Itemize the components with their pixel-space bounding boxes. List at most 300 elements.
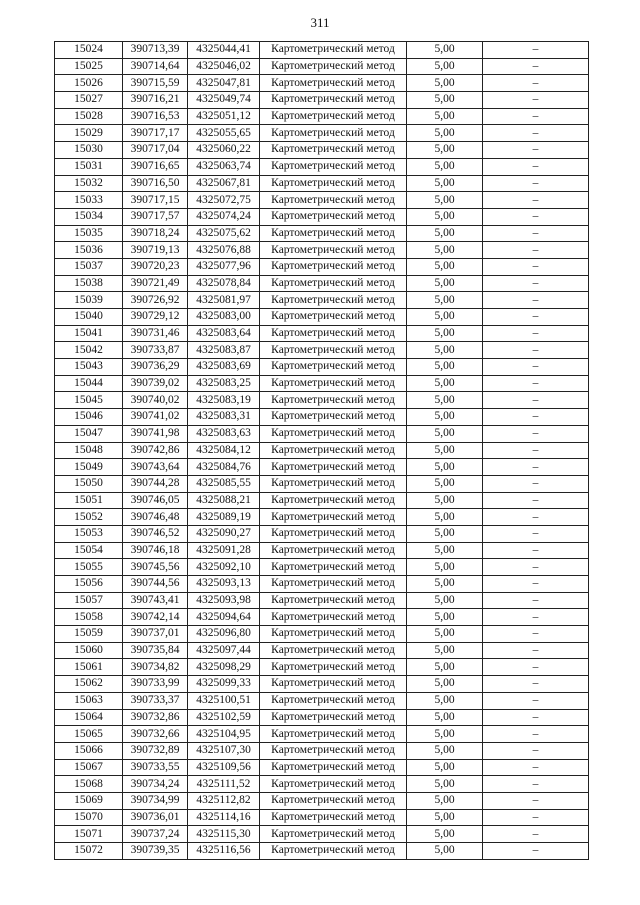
method-cell: Картометрический метод bbox=[260, 275, 407, 292]
x-coordinate-cell: 390714,64 bbox=[123, 58, 188, 75]
x-coordinate-cell: 390717,15 bbox=[123, 192, 188, 209]
table-row bbox=[55, 509, 589, 526]
error-cell: 5,00 bbox=[407, 525, 483, 542]
note-cell: – bbox=[483, 642, 589, 659]
table-row bbox=[55, 75, 589, 92]
table-row bbox=[55, 759, 589, 776]
note-cell: – bbox=[483, 108, 589, 125]
y-coordinate-cell: 4325104,95 bbox=[188, 726, 260, 743]
x-coordinate-cell: 390720,23 bbox=[123, 258, 188, 275]
method-cell: Картометрический метод bbox=[260, 843, 407, 860]
error-cell: 5,00 bbox=[407, 175, 483, 192]
table-row bbox=[55, 809, 589, 826]
table-row bbox=[55, 542, 589, 559]
method-cell: Картометрический метод bbox=[260, 258, 407, 275]
error-cell: 5,00 bbox=[407, 492, 483, 509]
y-coordinate-cell: 4325083,19 bbox=[188, 392, 260, 409]
x-coordinate-cell: 390713,39 bbox=[123, 42, 188, 59]
method-cell: Картометрический метод bbox=[260, 208, 407, 225]
table-row bbox=[55, 776, 589, 793]
point-number-cell: 15059 bbox=[55, 626, 123, 643]
table-row bbox=[55, 192, 589, 209]
x-coordinate-cell: 390716,53 bbox=[123, 108, 188, 125]
x-coordinate-cell: 390732,66 bbox=[123, 726, 188, 743]
x-coordinate-cell: 390736,29 bbox=[123, 359, 188, 376]
error-cell: 5,00 bbox=[407, 325, 483, 342]
method-cell: Картометрический метод bbox=[260, 392, 407, 409]
note-cell: – bbox=[483, 542, 589, 559]
table-row bbox=[55, 692, 589, 709]
error-cell: 5,00 bbox=[407, 142, 483, 159]
method-cell: Картометрический метод bbox=[260, 559, 407, 576]
table-row bbox=[55, 709, 589, 726]
error-cell: 5,00 bbox=[407, 309, 483, 326]
table-row bbox=[55, 142, 589, 159]
point-number-cell: 15044 bbox=[55, 375, 123, 392]
method-cell: Картометрический метод bbox=[260, 659, 407, 676]
table-row bbox=[55, 425, 589, 442]
table-row bbox=[55, 275, 589, 292]
x-coordinate-cell: 390717,57 bbox=[123, 208, 188, 225]
x-coordinate-cell: 390742,14 bbox=[123, 609, 188, 626]
y-coordinate-cell: 4325072,75 bbox=[188, 192, 260, 209]
x-coordinate-cell: 390743,41 bbox=[123, 592, 188, 609]
point-number-cell: 15039 bbox=[55, 292, 123, 309]
point-number-cell: 15033 bbox=[55, 192, 123, 209]
y-coordinate-cell: 4325083,31 bbox=[188, 409, 260, 426]
page-number: 311 bbox=[310, 15, 330, 30]
y-coordinate-cell: 4325077,96 bbox=[188, 258, 260, 275]
point-number-cell: 15064 bbox=[55, 709, 123, 726]
point-number-cell: 15050 bbox=[55, 475, 123, 492]
y-coordinate-cell: 4325060,22 bbox=[188, 142, 260, 159]
error-cell: 5,00 bbox=[407, 709, 483, 726]
point-number-cell: 15025 bbox=[55, 58, 123, 75]
x-coordinate-cell: 390716,65 bbox=[123, 158, 188, 175]
error-cell: 5,00 bbox=[407, 409, 483, 426]
table-row bbox=[55, 792, 589, 809]
note-cell: – bbox=[483, 309, 589, 326]
method-cell: Картометрический метод bbox=[260, 609, 407, 626]
note-cell: – bbox=[483, 292, 589, 309]
y-coordinate-cell: 4325107,30 bbox=[188, 742, 260, 759]
point-number-cell: 15038 bbox=[55, 275, 123, 292]
error-cell: 5,00 bbox=[407, 475, 483, 492]
note-cell: – bbox=[483, 175, 589, 192]
x-coordinate-cell: 390746,05 bbox=[123, 492, 188, 509]
y-coordinate-cell: 4325083,25 bbox=[188, 375, 260, 392]
error-cell: 5,00 bbox=[407, 342, 483, 359]
table-row bbox=[55, 309, 589, 326]
method-cell: Картометрический метод bbox=[260, 759, 407, 776]
point-number-cell: 15056 bbox=[55, 576, 123, 593]
method-cell: Картометрический метод bbox=[260, 776, 407, 793]
method-cell: Картометрический метод bbox=[260, 92, 407, 109]
method-cell: Картометрический метод bbox=[260, 75, 407, 92]
point-number-cell: 15069 bbox=[55, 792, 123, 809]
method-cell: Картометрический метод bbox=[260, 325, 407, 342]
table-row bbox=[55, 158, 589, 175]
point-number-cell: 15063 bbox=[55, 692, 123, 709]
point-number-cell: 15048 bbox=[55, 442, 123, 459]
point-number-cell: 15029 bbox=[55, 125, 123, 142]
y-coordinate-cell: 4325085,55 bbox=[188, 475, 260, 492]
y-coordinate-cell: 4325084,12 bbox=[188, 442, 260, 459]
y-coordinate-cell: 4325112,82 bbox=[188, 792, 260, 809]
error-cell: 5,00 bbox=[407, 559, 483, 576]
method-cell: Картометрический метод bbox=[260, 542, 407, 559]
error-cell: 5,00 bbox=[407, 809, 483, 826]
error-cell: 5,00 bbox=[407, 275, 483, 292]
note-cell: – bbox=[483, 726, 589, 743]
error-cell: 5,00 bbox=[407, 792, 483, 809]
y-coordinate-cell: 4325083,64 bbox=[188, 325, 260, 342]
error-cell: 5,00 bbox=[407, 258, 483, 275]
table-row bbox=[55, 843, 589, 860]
note-cell: – bbox=[483, 342, 589, 359]
method-cell: Картометрический метод bbox=[260, 642, 407, 659]
point-number-cell: 15052 bbox=[55, 509, 123, 526]
method-cell: Картометрический метод bbox=[260, 742, 407, 759]
x-coordinate-cell: 390741,98 bbox=[123, 425, 188, 442]
note-cell: – bbox=[483, 225, 589, 242]
table-row bbox=[55, 442, 589, 459]
x-coordinate-cell: 390733,87 bbox=[123, 342, 188, 359]
error-cell: 5,00 bbox=[407, 125, 483, 142]
x-coordinate-cell: 390716,21 bbox=[123, 92, 188, 109]
note-cell: – bbox=[483, 459, 589, 476]
y-coordinate-cell: 4325074,24 bbox=[188, 208, 260, 225]
method-cell: Картометрический метод bbox=[260, 626, 407, 643]
y-coordinate-cell: 4325098,29 bbox=[188, 659, 260, 676]
point-number-cell: 15054 bbox=[55, 542, 123, 559]
y-coordinate-cell: 4325091,28 bbox=[188, 542, 260, 559]
x-coordinate-cell: 390721,49 bbox=[123, 275, 188, 292]
note-cell: – bbox=[483, 626, 589, 643]
note-cell: – bbox=[483, 392, 589, 409]
point-number-cell: 15030 bbox=[55, 142, 123, 159]
note-cell: – bbox=[483, 759, 589, 776]
y-coordinate-cell: 4325088,21 bbox=[188, 492, 260, 509]
error-cell: 5,00 bbox=[407, 592, 483, 609]
note-cell: – bbox=[483, 809, 589, 826]
point-number-cell: 15067 bbox=[55, 759, 123, 776]
point-number-cell: 15071 bbox=[55, 826, 123, 843]
table-row bbox=[55, 659, 589, 676]
y-coordinate-cell: 4325115,30 bbox=[188, 826, 260, 843]
point-number-cell: 15047 bbox=[55, 425, 123, 442]
note-cell: – bbox=[483, 242, 589, 259]
method-cell: Картометрический метод bbox=[260, 692, 407, 709]
point-number-cell: 15042 bbox=[55, 342, 123, 359]
point-number-cell: 15026 bbox=[55, 75, 123, 92]
y-coordinate-cell: 4325084,76 bbox=[188, 459, 260, 476]
method-cell: Картометрический метод bbox=[260, 492, 407, 509]
note-cell: – bbox=[483, 592, 589, 609]
x-coordinate-cell: 390737,24 bbox=[123, 826, 188, 843]
y-coordinate-cell: 4325083,87 bbox=[188, 342, 260, 359]
y-coordinate-cell: 4325049,74 bbox=[188, 92, 260, 109]
error-cell: 5,00 bbox=[407, 42, 483, 59]
y-coordinate-cell: 4325067,81 bbox=[188, 175, 260, 192]
x-coordinate-cell: 390741,02 bbox=[123, 409, 188, 426]
point-number-cell: 15031 bbox=[55, 158, 123, 175]
note-cell: – bbox=[483, 492, 589, 509]
x-coordinate-cell: 390717,04 bbox=[123, 142, 188, 159]
method-cell: Картометрический метод bbox=[260, 509, 407, 526]
table-row bbox=[55, 742, 589, 759]
point-number-cell: 15072 bbox=[55, 843, 123, 860]
x-coordinate-cell: 390735,84 bbox=[123, 642, 188, 659]
error-cell: 5,00 bbox=[407, 609, 483, 626]
table-row bbox=[55, 409, 589, 426]
point-number-cell: 15051 bbox=[55, 492, 123, 509]
x-coordinate-cell: 390733,37 bbox=[123, 692, 188, 709]
note-cell: – bbox=[483, 142, 589, 159]
note-cell: – bbox=[483, 258, 589, 275]
point-number-cell: 15046 bbox=[55, 409, 123, 426]
method-cell: Картометрический метод bbox=[260, 359, 407, 376]
error-cell: 5,00 bbox=[407, 509, 483, 526]
error-cell: 5,00 bbox=[407, 642, 483, 659]
x-coordinate-cell: 390717,17 bbox=[123, 125, 188, 142]
note-cell: – bbox=[483, 442, 589, 459]
x-coordinate-cell: 390729,12 bbox=[123, 309, 188, 326]
point-number-cell: 15057 bbox=[55, 592, 123, 609]
x-coordinate-cell: 390719,13 bbox=[123, 242, 188, 259]
table-row bbox=[55, 258, 589, 275]
error-cell: 5,00 bbox=[407, 626, 483, 643]
error-cell: 5,00 bbox=[407, 692, 483, 709]
y-coordinate-cell: 4325096,80 bbox=[188, 626, 260, 643]
table-row bbox=[55, 58, 589, 75]
note-cell: – bbox=[483, 576, 589, 593]
method-cell: Картометрический метод bbox=[260, 175, 407, 192]
method-cell: Картометрический метод bbox=[260, 525, 407, 542]
y-coordinate-cell: 4325109,56 bbox=[188, 759, 260, 776]
error-cell: 5,00 bbox=[407, 425, 483, 442]
error-cell: 5,00 bbox=[407, 392, 483, 409]
note-cell: – bbox=[483, 776, 589, 793]
y-coordinate-cell: 4325111,52 bbox=[188, 776, 260, 793]
error-cell: 5,00 bbox=[407, 359, 483, 376]
x-coordinate-cell: 390716,50 bbox=[123, 175, 188, 192]
table-row bbox=[55, 108, 589, 125]
coordinates-table bbox=[54, 41, 589, 860]
table-row bbox=[55, 626, 589, 643]
note-cell: – bbox=[483, 742, 589, 759]
point-number-cell: 15035 bbox=[55, 225, 123, 242]
error-cell: 5,00 bbox=[407, 459, 483, 476]
x-coordinate-cell: 390742,86 bbox=[123, 442, 188, 459]
error-cell: 5,00 bbox=[407, 158, 483, 175]
error-cell: 5,00 bbox=[407, 576, 483, 593]
note-cell: – bbox=[483, 275, 589, 292]
x-coordinate-cell: 390732,89 bbox=[123, 742, 188, 759]
table-row bbox=[55, 392, 589, 409]
x-coordinate-cell: 390715,59 bbox=[123, 75, 188, 92]
point-number-cell: 15055 bbox=[55, 559, 123, 576]
method-cell: Картометрический метод bbox=[260, 809, 407, 826]
error-cell: 5,00 bbox=[407, 375, 483, 392]
x-coordinate-cell: 390739,02 bbox=[123, 375, 188, 392]
table-row bbox=[55, 242, 589, 259]
table-row bbox=[55, 359, 589, 376]
point-number-cell: 15060 bbox=[55, 642, 123, 659]
y-coordinate-cell: 4325044,41 bbox=[188, 42, 260, 59]
x-coordinate-cell: 390732,86 bbox=[123, 709, 188, 726]
point-number-cell: 15062 bbox=[55, 676, 123, 693]
note-cell: – bbox=[483, 826, 589, 843]
method-cell: Картометрический метод bbox=[260, 475, 407, 492]
point-number-cell: 15028 bbox=[55, 108, 123, 125]
method-cell: Картометрический метод bbox=[260, 409, 407, 426]
y-coordinate-cell: 4325051,12 bbox=[188, 108, 260, 125]
table-row bbox=[55, 475, 589, 492]
table-row bbox=[55, 225, 589, 242]
x-coordinate-cell: 390746,48 bbox=[123, 509, 188, 526]
point-number-cell: 15045 bbox=[55, 392, 123, 409]
method-cell: Картометрический метод bbox=[260, 292, 407, 309]
x-coordinate-cell: 390731,46 bbox=[123, 325, 188, 342]
y-coordinate-cell: 4325092,10 bbox=[188, 559, 260, 576]
point-number-cell: 15024 bbox=[55, 42, 123, 59]
table-row bbox=[55, 492, 589, 509]
error-cell: 5,00 bbox=[407, 192, 483, 209]
note-cell: – bbox=[483, 792, 589, 809]
method-cell: Картометрический метод bbox=[260, 158, 407, 175]
x-coordinate-cell: 390739,35 bbox=[123, 843, 188, 860]
table-row bbox=[55, 826, 589, 843]
method-cell: Картометрический метод bbox=[260, 58, 407, 75]
x-coordinate-cell: 390734,99 bbox=[123, 792, 188, 809]
note-cell: – bbox=[483, 659, 589, 676]
point-number-cell: 15027 bbox=[55, 92, 123, 109]
table-row bbox=[55, 125, 589, 142]
error-cell: 5,00 bbox=[407, 843, 483, 860]
y-coordinate-cell: 4325093,98 bbox=[188, 592, 260, 609]
note-cell: – bbox=[483, 509, 589, 526]
table-row bbox=[55, 292, 589, 309]
method-cell: Картометрический метод bbox=[260, 225, 407, 242]
method-cell: Картометрический метод bbox=[260, 342, 407, 359]
note-cell: – bbox=[483, 158, 589, 175]
point-number-cell: 15065 bbox=[55, 726, 123, 743]
note-cell: – bbox=[483, 843, 589, 860]
method-cell: Картометрический метод bbox=[260, 576, 407, 593]
x-coordinate-cell: 390734,24 bbox=[123, 776, 188, 793]
table-row bbox=[55, 208, 589, 225]
note-cell: – bbox=[483, 676, 589, 693]
x-coordinate-cell: 390743,64 bbox=[123, 459, 188, 476]
error-cell: 5,00 bbox=[407, 242, 483, 259]
x-coordinate-cell: 390745,56 bbox=[123, 559, 188, 576]
y-coordinate-cell: 4325083,63 bbox=[188, 425, 260, 442]
y-coordinate-cell: 4325094,64 bbox=[188, 609, 260, 626]
y-coordinate-cell: 4325089,19 bbox=[188, 509, 260, 526]
point-number-cell: 15066 bbox=[55, 742, 123, 759]
error-cell: 5,00 bbox=[407, 776, 483, 793]
method-cell: Картометрический метод bbox=[260, 309, 407, 326]
x-coordinate-cell: 390718,24 bbox=[123, 225, 188, 242]
y-coordinate-cell: 4325075,62 bbox=[188, 225, 260, 242]
error-cell: 5,00 bbox=[407, 225, 483, 242]
y-coordinate-cell: 4325100,51 bbox=[188, 692, 260, 709]
x-coordinate-cell: 390734,82 bbox=[123, 659, 188, 676]
point-number-cell: 15070 bbox=[55, 809, 123, 826]
table-row bbox=[55, 525, 589, 542]
method-cell: Картометрический метод bbox=[260, 442, 407, 459]
x-coordinate-cell: 390746,52 bbox=[123, 525, 188, 542]
point-number-cell: 15036 bbox=[55, 242, 123, 259]
y-coordinate-cell: 4325083,69 bbox=[188, 359, 260, 376]
y-coordinate-cell: 4325093,13 bbox=[188, 576, 260, 593]
error-cell: 5,00 bbox=[407, 759, 483, 776]
method-cell: Картометрический метод bbox=[260, 108, 407, 125]
x-coordinate-cell: 390746,18 bbox=[123, 542, 188, 559]
table-row bbox=[55, 642, 589, 659]
note-cell: – bbox=[483, 325, 589, 342]
point-number-cell: 15058 bbox=[55, 609, 123, 626]
point-number-cell: 15053 bbox=[55, 525, 123, 542]
point-number-cell: 15049 bbox=[55, 459, 123, 476]
table-row bbox=[55, 592, 589, 609]
y-coordinate-cell: 4325047,81 bbox=[188, 75, 260, 92]
method-cell: Картометрический метод bbox=[260, 375, 407, 392]
y-coordinate-cell: 4325063,74 bbox=[188, 158, 260, 175]
table-row bbox=[55, 325, 589, 342]
method-cell: Картометрический метод bbox=[260, 142, 407, 159]
table-row bbox=[55, 42, 589, 59]
note-cell: – bbox=[483, 58, 589, 75]
error-cell: 5,00 bbox=[407, 742, 483, 759]
x-coordinate-cell: 390740,02 bbox=[123, 392, 188, 409]
method-cell: Картометрический метод bbox=[260, 425, 407, 442]
y-coordinate-cell: 4325055,65 bbox=[188, 125, 260, 142]
y-coordinate-cell: 4325116,56 bbox=[188, 843, 260, 860]
point-number-cell: 15068 bbox=[55, 776, 123, 793]
note-cell: – bbox=[483, 92, 589, 109]
table-row bbox=[55, 559, 589, 576]
table-row bbox=[55, 375, 589, 392]
error-cell: 5,00 bbox=[407, 826, 483, 843]
y-coordinate-cell: 4325097,44 bbox=[188, 642, 260, 659]
point-number-cell: 15037 bbox=[55, 258, 123, 275]
point-number-cell: 15032 bbox=[55, 175, 123, 192]
table-row bbox=[55, 676, 589, 693]
method-cell: Картометрический метод bbox=[260, 192, 407, 209]
note-cell: – bbox=[483, 559, 589, 576]
point-number-cell: 15041 bbox=[55, 325, 123, 342]
note-cell: – bbox=[483, 609, 589, 626]
method-cell: Картометрический метод bbox=[260, 42, 407, 59]
error-cell: 5,00 bbox=[407, 208, 483, 225]
y-coordinate-cell: 4325078,84 bbox=[188, 275, 260, 292]
method-cell: Картометрический метод bbox=[260, 459, 407, 476]
point-number-cell: 15034 bbox=[55, 208, 123, 225]
error-cell: 5,00 bbox=[407, 108, 483, 125]
method-cell: Картометрический метод bbox=[260, 676, 407, 693]
error-cell: 5,00 bbox=[407, 75, 483, 92]
error-cell: 5,00 bbox=[407, 542, 483, 559]
note-cell: – bbox=[483, 409, 589, 426]
note-cell: – bbox=[483, 42, 589, 59]
y-coordinate-cell: 4325083,00 bbox=[188, 309, 260, 326]
note-cell: – bbox=[483, 692, 589, 709]
method-cell: Картометрический метод bbox=[260, 242, 407, 259]
point-number-cell: 15043 bbox=[55, 359, 123, 376]
note-cell: – bbox=[483, 709, 589, 726]
